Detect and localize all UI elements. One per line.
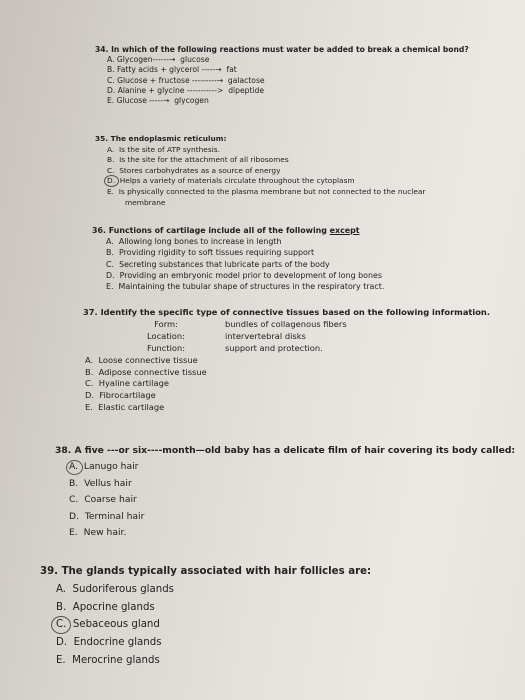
option-e: E. Elastic cartilage: [85, 402, 165, 413]
question-stem: 37. Identify the specific type of connective tissues based on the following information.: [83, 307, 490, 317]
question-stem: 34. In which of the following reactions must water be added to break a chemical bond?: [95, 45, 469, 54]
info-row-location: Location: intervertebral disks: [147, 330, 306, 341]
answer-circle-mark: [104, 175, 119, 187]
question-38: [55, 443, 515, 541]
question-stem: 38. A five ---or six----month—old baby has a delicate film of hair covering its body called:: [55, 445, 516, 456]
option-d: D. Alanine + glycine -----------> dipeptide: [107, 85, 265, 95]
option-a: A. Sudoriferous glands: [56, 583, 174, 595]
question-36: [92, 225, 384, 292]
answer-circle-mark: [51, 616, 71, 634]
option-e: E. Glucose -----→ glycogen: [107, 96, 209, 106]
option-d: D. Helps a variety of materials circulate throughout the cytoplasm: [107, 176, 425, 187]
question-stem: 35. The endoplasmic reticulum:: [95, 134, 227, 143]
option-b: B. Vellus hair: [69, 477, 132, 489]
question-35: [95, 134, 425, 208]
option-b: B. Adipose connective tissue: [85, 366, 207, 377]
option-b: B. Is the site for the attachment of all ribosomes: [107, 155, 289, 165]
option-c: C. Secreting substances that lubricate parts of the body: [106, 259, 330, 269]
info-row-form: Form: bundles of collagenous fibers: [154, 318, 347, 329]
question-37: [83, 307, 490, 414]
option-d: D. Fibrocartilage: [85, 390, 156, 401]
option-c: C. Glucose + fructose ---------→ galactose: [107, 75, 265, 85]
option-b: B. Providing rigidity to soft tissues requiring support: [106, 248, 315, 258]
option-a: A. Is the site of ATP synthesis.: [107, 144, 220, 154]
answer-circle-mark: [66, 460, 83, 475]
option-a: A. Glycogen------→ glucose: [107, 55, 210, 65]
option-e: E. New hair.: [69, 527, 127, 539]
question-39: [40, 563, 371, 670]
option-a: A. Allowing long bones to increase in length: [106, 237, 282, 247]
option-c: C. Sebaceous gland: [56, 616, 371, 634]
except-emphasis: except: [329, 226, 360, 235]
option-e: E. Is physically connected to the plasma membrane but not connected to the nuclear: [107, 186, 426, 196]
option-b: B. Fatty acids + glycerol -----→ fat: [107, 65, 237, 75]
option-d: D. Providing an embryonic model prior to development of long bones: [106, 270, 382, 280]
question-stem: 36. Functions of cartilage include all of the following except: [92, 226, 360, 235]
question-34: [95, 45, 469, 106]
option-b: B. Apocrine glands: [56, 601, 155, 613]
info-table: [83, 319, 490, 355]
option-e-continuation: membrane: [125, 197, 166, 207]
option-e: E. Merocrine glands: [56, 654, 160, 666]
option-a: A. Lanugo hair: [69, 459, 515, 475]
info-row-function: Function: support and protection.: [146, 342, 323, 353]
option-d: D. Endocrine glands: [56, 637, 162, 649]
option-a: A. Loose connective tissue: [85, 354, 198, 365]
question-stem: 39. The glands typically associated with hair follicles are:: [40, 566, 372, 577]
option-d: D. Terminal hair: [69, 510, 145, 522]
option-c: C. Stores carbohydrates as a source of energy: [107, 165, 281, 175]
option-c: C. Coarse hair: [69, 494, 137, 506]
option-c: C. Hyaline cartilage: [85, 378, 169, 389]
option-e: E. Maintaining the tubular shape of structures in the respiratory tract.: [106, 282, 385, 292]
